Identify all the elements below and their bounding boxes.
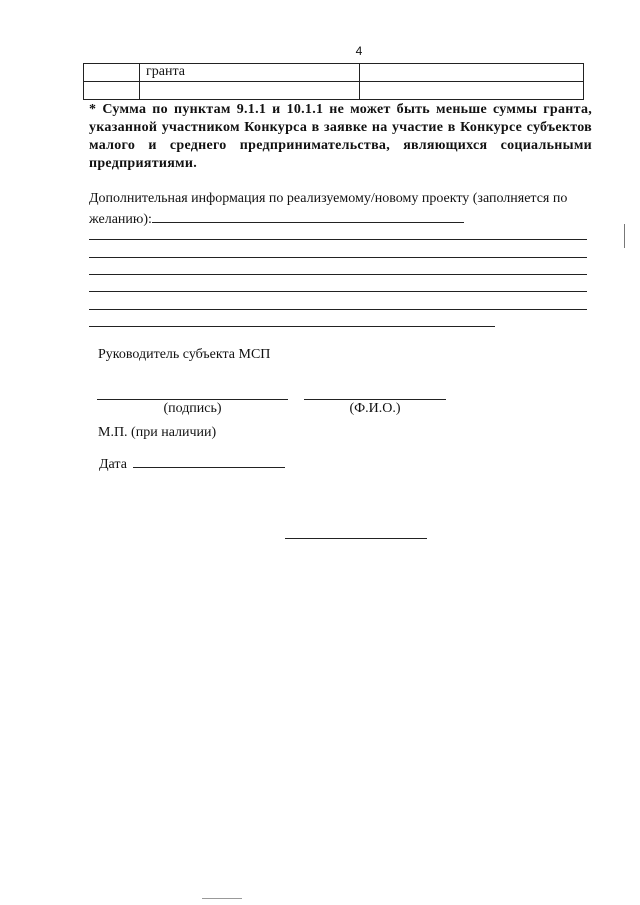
full-name-caption: (Ф.И.О.) bbox=[349, 401, 401, 416]
additional-info-blank-line[interactable] bbox=[89, 291, 587, 292]
additional-info-label: Дополнительная информация по реализуемому/новому проекту (заполняется по желанию): bbox=[89, 191, 568, 227]
additional-info-blank-line[interactable] bbox=[89, 274, 587, 275]
table-cell bbox=[84, 64, 140, 82]
signature-caption: (подпись) bbox=[163, 401, 222, 416]
table-cell bbox=[360, 64, 584, 82]
additional-info-paragraph bbox=[89, 190, 592, 229]
table-cell: гранта bbox=[140, 64, 360, 82]
end-of-document-line bbox=[285, 538, 427, 539]
page-number: 4 bbox=[355, 44, 363, 58]
date-row bbox=[99, 453, 285, 474]
scan-artifact bbox=[624, 224, 625, 248]
scan-artifact bbox=[202, 898, 242, 899]
additional-info-blank-line[interactable] bbox=[89, 326, 495, 327]
grant-table bbox=[83, 63, 584, 100]
table-cell bbox=[140, 82, 360, 100]
signature-title: Руководитель субъекта МСП bbox=[98, 347, 271, 362]
additional-info-blank-line[interactable] bbox=[89, 309, 587, 310]
date-label: Дата bbox=[99, 457, 127, 472]
additional-info-blank-line[interactable] bbox=[89, 257, 587, 258]
footnote: * Сумма по пунктам 9.1.1 и 10.1.1 не может быть меньше суммы гранта, указанной участником Конкурса в заявке на участие в Конкурсе субъектов малого и среднего предпринимательства, являющихся социальными предприятиями. bbox=[89, 102, 592, 171]
additional-info-blank-line[interactable] bbox=[89, 239, 587, 240]
date-field-line[interactable] bbox=[133, 453, 285, 468]
table-row bbox=[84, 82, 584, 100]
table-cell bbox=[84, 82, 140, 100]
table-row bbox=[84, 64, 584, 82]
additional-info-inline-field[interactable] bbox=[152, 208, 464, 223]
stamp-label: М.П. (при наличии) bbox=[98, 425, 217, 440]
table-cell bbox=[360, 82, 584, 100]
